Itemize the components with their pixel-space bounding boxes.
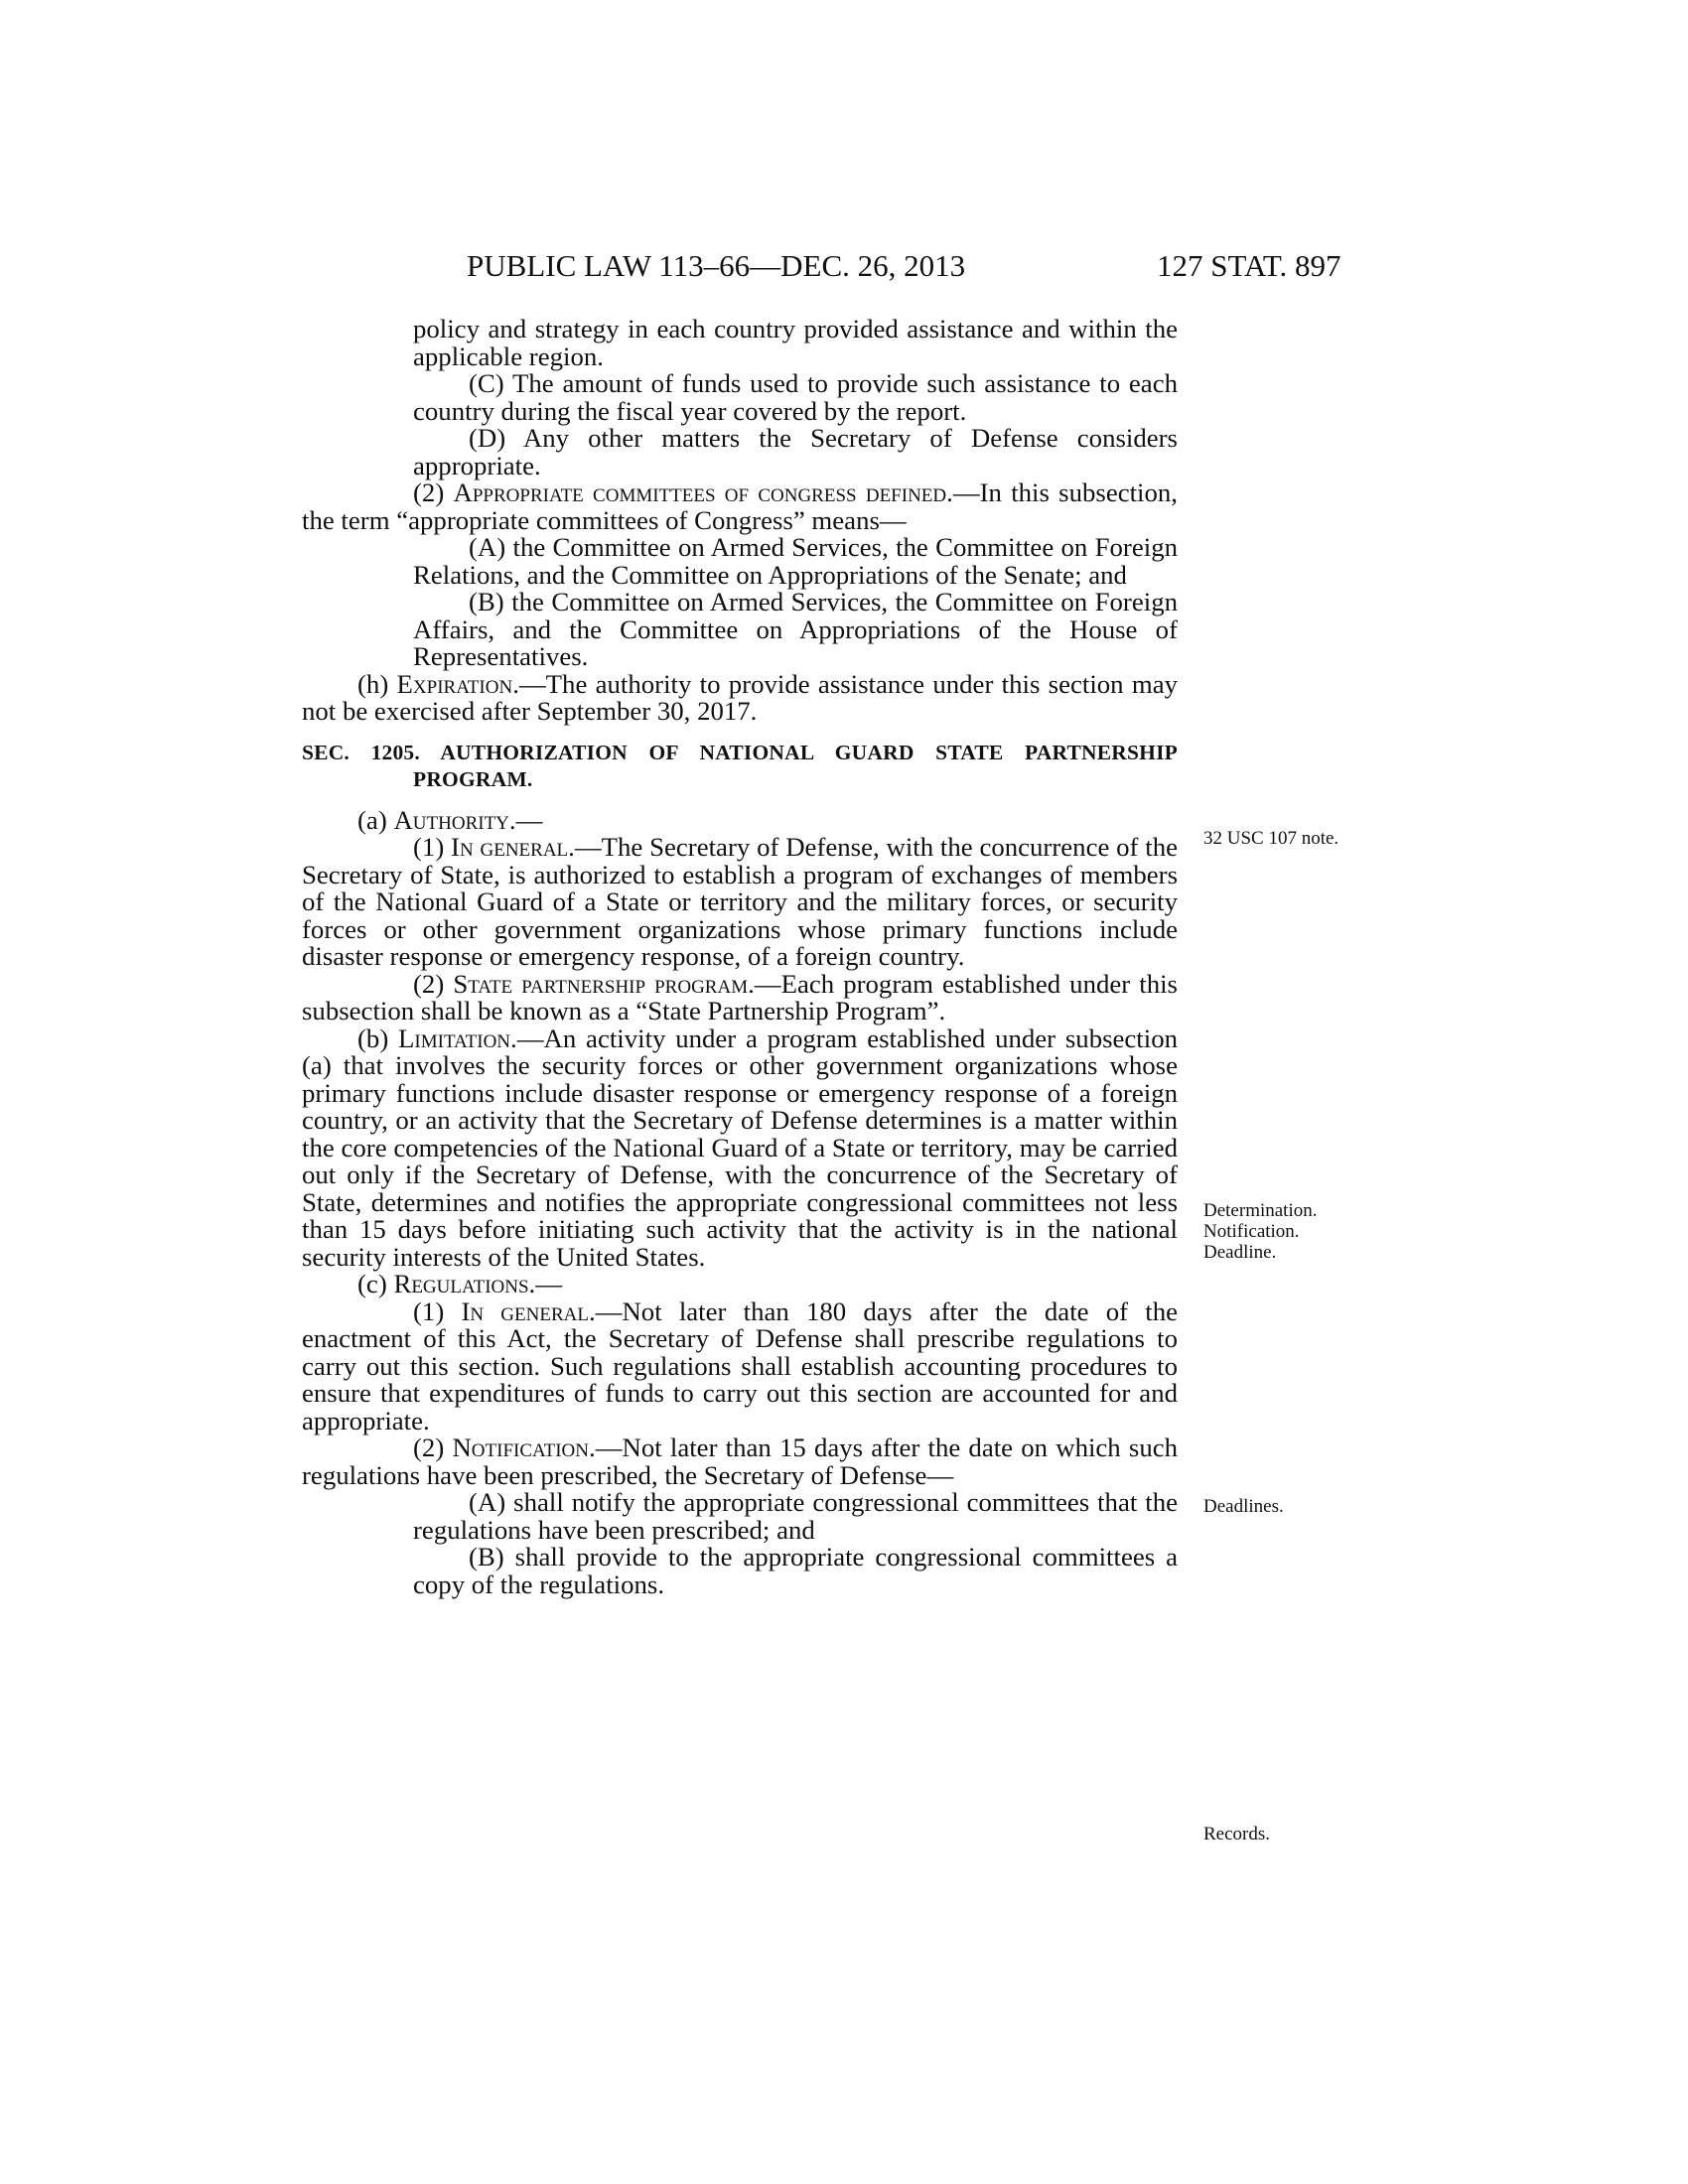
paragraph: (C) The amount of funds used to provide such assistance to each country during the fiscal year covered by the report. <box>413 368 1178 426</box>
section-heading: SEC. 1205. AUTHORIZATION OF NATIONAL GUARD STATE PARTNERSHIP PROGRAM. <box>302 740 1178 791</box>
paragraph: (a) Authority.— <box>357 804 543 835</box>
margin-note-records: Records. <box>1203 1824 1271 1844</box>
paragraph: (c) Regulations.— <box>357 1269 563 1298</box>
page-number: 127 STAT. 897 <box>1157 248 1341 283</box>
paragraph: (D) Any other matters the Secretary of Defense considers appropriate. <box>413 423 1178 480</box>
section-caption: Notification <box>452 1433 590 1462</box>
section-caption: In general <box>461 1296 589 1326</box>
section-caption: Appropriate committees of congress defined <box>453 478 947 507</box>
paragraph: (B) the Committee on Armed Services, the Committee on Foreign Affairs, and the Committee on Appropriations of the House of Representatives. <box>413 587 1178 671</box>
paragraph: (A) the Committee on Armed Services, the Committee on Foreign Relations, and the Committee on Appropriations of the Senate; and <box>413 532 1178 590</box>
margin-note-deadline: Deadline. <box>1203 1242 1277 1263</box>
paragraph: (2) State partnership program.—Each program established under this subsection shall be known as a “State Partnership Program”. <box>302 968 1178 1025</box>
paragraph: (1) In general.—The Secretary of Defense, with the concurrence of the Secretary of State, is authorized to establish a program of exchanges of members of the National Guard of a State or territory and the military forces, or security forces or other government organizations whose primary functions include disaster response or emergency response, of a foreign country. <box>302 832 1179 971</box>
paragraph: policy and strategy in each country provided assistance and within the applicable region. <box>413 314 1178 371</box>
main-text-column <box>302 316 1178 1598</box>
paragraph: (h) Expiration.—The authority to provide assistance under this section may not be exercised after September 30, 2017. <box>302 668 1178 726</box>
section-caption: Authority <box>393 804 509 835</box>
section-caption: Expiration <box>396 668 513 699</box>
paragraph: (2) Notification.—Not later than 15 days after the date on which such regulations have been prescribed, the Secretary of Defense— <box>302 1433 1179 1490</box>
paragraph: (1) In general.—Not later than 180 days after the date of the enactment of this Act, the Secretary of Defense shall prescribe regulations to carry out this section. Such regulations shall establish accounting procedures to ensure that expenditures of funds to carry out this section are accounted for and appropriate. <box>302 1296 1178 1435</box>
paragraph: (2) Appropriate committees of congress defined.—In this subsection, the term “appropriate committees of Congress” means— <box>302 478 1178 535</box>
margin-note-notification: Notification. <box>1203 1221 1300 1242</box>
section-caption: State partnership program <box>453 968 749 999</box>
paragraph: (A) shall notify the appropriate congressional committees that the regulations have been prescribed; and <box>413 1487 1178 1545</box>
section-caption: Limitation <box>398 1023 511 1053</box>
paragraph: (B) shall provide to the appropriate congressional committees a copy of the regulations. <box>413 1542 1178 1599</box>
paragraph: (b) Limitation.—An activity under a program established under subsection (a) that involves the security forces or other government organizations whose primary functions include disaster response or emergency response of a foreign country, or an activity that the Secretary of Defense determines is a matter within the core competencies of the National Guard of a State or territory, may be carried out only if the Secretary of Defense, with the concurrence of the Secretary of State, determines and notifies the appropriate congressional committees not less than 15 days before initiating such activity that the activity is in the national security interests of the United States. <box>302 1023 1178 1272</box>
margin-note-determination: Determination. <box>1203 1200 1318 1221</box>
running-header-title: PUBLIC LAW 113–66—DEC. 26, 2013 <box>467 248 966 283</box>
margin-note-usc: 32 USC 107 note. <box>1203 828 1339 849</box>
section-caption: In general <box>451 832 569 862</box>
section-caption: Regulations <box>393 1269 529 1298</box>
margin-note-deadlines: Deadlines. <box>1203 1496 1284 1517</box>
